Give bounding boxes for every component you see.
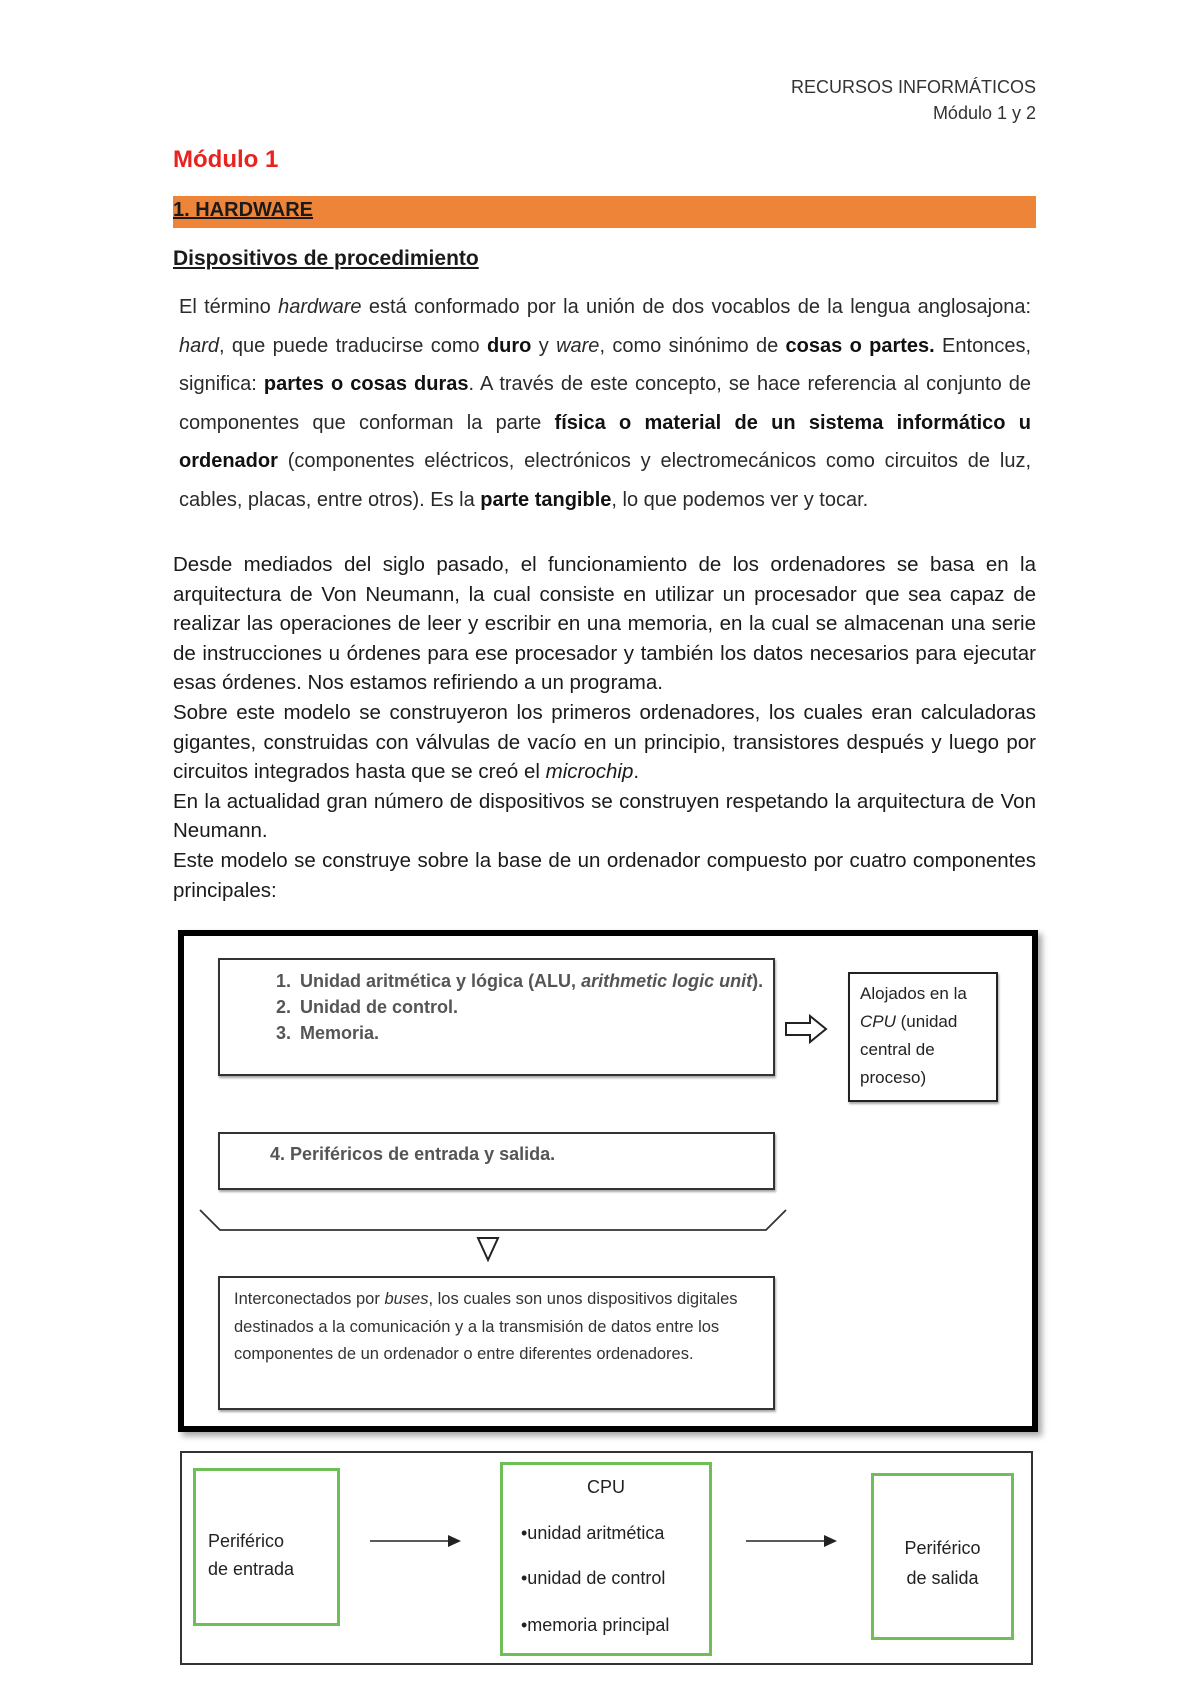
header-course: RECURSOS INFORMÁTICOS bbox=[790, 77, 1036, 97]
section-title: 1. HARDWARE bbox=[173, 199, 314, 221]
list-item: 3. Memoria. bbox=[296, 1020, 773, 1046]
cpu-title: CPU bbox=[586, 1477, 625, 1497]
list-item: 1. Unidad aritmética y lógica (ALU, arithmetic logic unit). bbox=[296, 968, 773, 994]
subsection-title: Dispositivos de procedimiento bbox=[173, 247, 479, 270]
input-peripheral-box bbox=[193, 1468, 340, 1626]
cpu-item-memory: •memoria principal bbox=[521, 1615, 670, 1635]
paragraph-current-devices: En la actualidad gran número de dispositivos se construyen respetando la arquitectura de Von Neumann. bbox=[173, 789, 1036, 843]
components-list bbox=[220, 968, 773, 1046]
peripherals-box bbox=[218, 1132, 775, 1190]
cpu-item-alu: •unidad aritmética bbox=[521, 1523, 665, 1543]
paragraph-first-computers: Sobre este modelo se construyeron los primeros ordenadores, los cuales eran calculadoras gigantes, construidas con válvulas de vacío en un principio, transistores después y luego por circuitos integrados hasta que se creó el microchip. bbox=[173, 700, 1036, 784]
components-list-box bbox=[218, 958, 775, 1076]
cpu-item-control: •unidad de control bbox=[521, 1568, 666, 1588]
output-peripheral-label: Periférico de salida bbox=[904, 1538, 981, 1588]
cpu-note-box bbox=[848, 972, 998, 1102]
input-peripheral-label: Periférico de entrada bbox=[208, 1531, 295, 1579]
paragraph-von-neumann: Desde mediados del siglo pasado, el funcionamiento de los ordenadores se basa en la arquitectura de Von Neumann, la cual consiste en utilizar un procesador que sea capaz de realizar las operaciones de leer y escribir en una memoria, en la cual se almacenan una serie de instrucciones u órdenes para ese procesador y también los datos necesarios para ejecutar esas órdenes. Nos estamos refiriendo a un programa. bbox=[173, 553, 1036, 695]
peripherals-text: 4. Periféricos de entrada y salida. bbox=[270, 1144, 556, 1164]
body-text bbox=[173, 550, 1036, 905]
module-title: Módulo 1 bbox=[173, 146, 279, 173]
paragraph-four-components: Este modelo se construye sobre la base de un ordenador compuesto por cuatro componentes principales: bbox=[173, 848, 1036, 902]
intro-paragraph: El término hardware está conformado por la unión de dos vocablos de la lengua anglosajona: hard, que puede traducirse como duro y ware, como sinónimo de cosas o partes. Entonces, significa: partes o cosas duras. A través de este concepto, se hace referencia al conjunto de componentes que conforman la parte física o material de un sistema informático u ordenador (componentes eléctricos, electrónicos y electromecánicos como circuitos de luz, cables, placas, entre otros). Es la parte tangible, lo que podemos ver y tocar. bbox=[179, 296, 1032, 511]
list-item: 2. Unidad de control. bbox=[296, 994, 773, 1020]
cpu-box bbox=[500, 1462, 712, 1656]
buses-box bbox=[218, 1276, 775, 1410]
page-header bbox=[791, 74, 1036, 126]
cpu-note-text: Alojados en la CPU (unidad central de proceso) bbox=[860, 984, 967, 1087]
header-module: Módulo 1 y 2 bbox=[932, 103, 1036, 123]
brace-arrow-icon bbox=[198, 1208, 798, 1268]
arrow-right-icon bbox=[746, 1534, 838, 1548]
buses-text: Interconectados por buses, los cuales son unos dispositivos digitales destinados a la comunicación y a la transmisión de datos entre los componentes de un ordenador o entre diferentes ordenadores. bbox=[234, 1290, 738, 1363]
arrow-right-icon bbox=[370, 1534, 462, 1548]
section-heading-bar bbox=[173, 196, 1036, 228]
output-peripheral-box bbox=[871, 1473, 1014, 1640]
flow-diagram bbox=[180, 1451, 1033, 1665]
components-diagram bbox=[178, 930, 1038, 1432]
hollow-arrow-right-icon bbox=[784, 1014, 828, 1044]
